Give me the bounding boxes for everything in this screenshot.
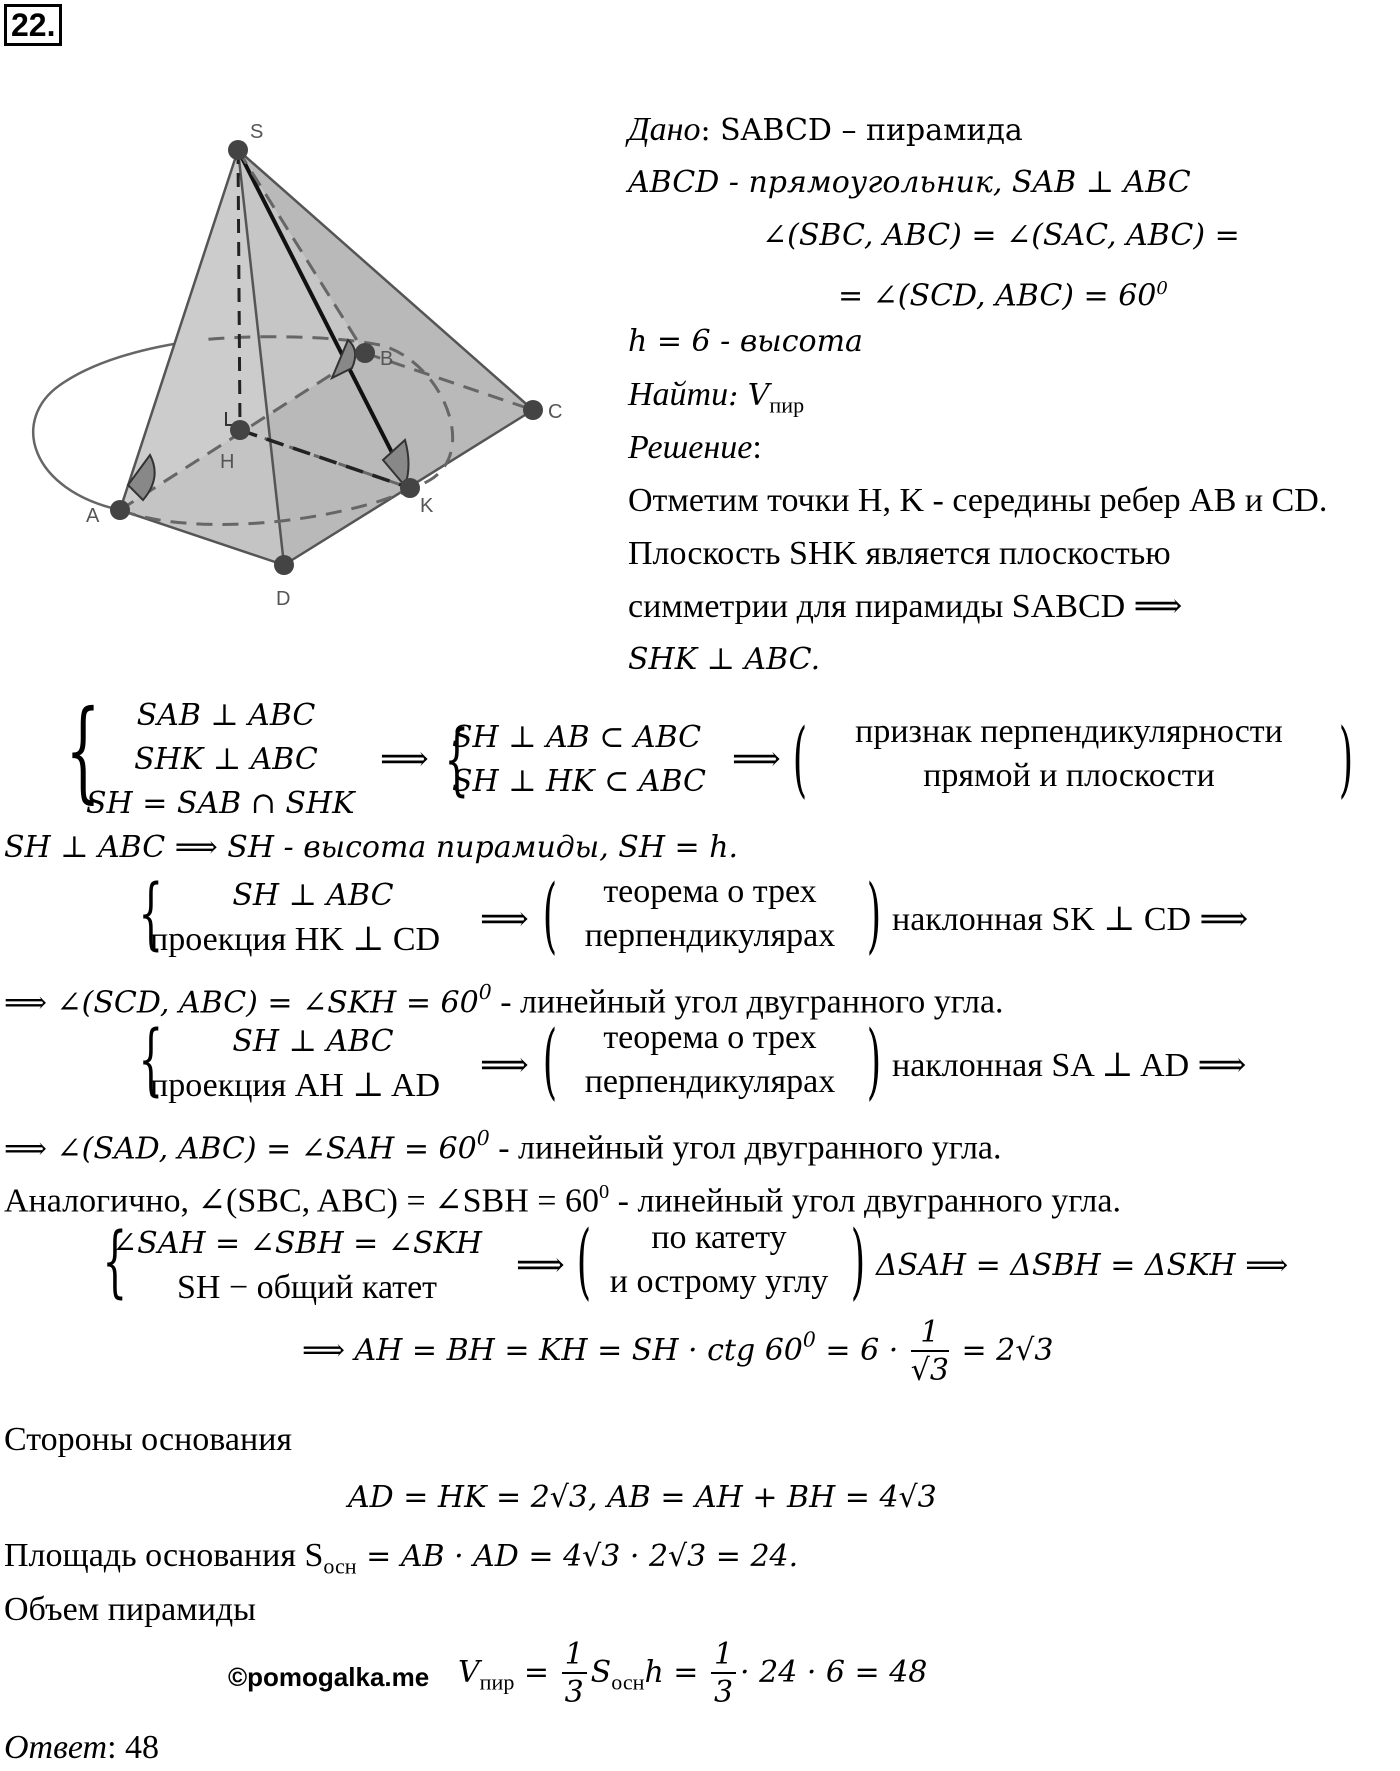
paren-close-3: )	[866, 1014, 882, 1109]
sides-title: Стороны основания	[4, 1421, 293, 1458]
sys2-e: наклонная SK ⊥ CD ⟹	[892, 901, 1249, 938]
given-line-5: h = 6 - высота	[628, 324, 863, 359]
label-s: S	[250, 121, 264, 143]
sys3-b: проекция AH ⊥ AD	[150, 1067, 441, 1104]
sys1-arrow: ⟹	[380, 741, 429, 778]
solution-line-4: SHK ⊥ ABC.	[628, 642, 821, 677]
sys1-c: SH = SAB ∩ SHK	[86, 786, 355, 821]
problem-number: 22.	[4, 4, 62, 46]
sys4-c: по катету	[651, 1219, 787, 1256]
volume-title: Объем пирамиды	[4, 1591, 257, 1628]
fraction-1-3-b: $\frac{1}{3}$	[711, 1640, 736, 1708]
label-b: B	[380, 348, 394, 370]
find-line: Найти: $V_{пир}$	[628, 376, 805, 418]
given-line-2: ABCD - прямоугольник, SAB ⊥ ABC	[628, 165, 1191, 200]
label-h: H	[220, 451, 235, 473]
brace-5: {	[102, 1217, 128, 1307]
label-d: D	[276, 588, 291, 610]
label-k: K	[420, 495, 434, 517]
paren-close-2: )	[866, 868, 882, 963]
sys3-d: перпендикулярах	[584, 1063, 836, 1100]
line-ah: ⟹ AH = BH = KH = SH · ctg $60^0 = 6$ · $\frac{1}{√3}$ = 2√3	[302, 1315, 1054, 1388]
line-sbh: Аналогично, ∠(SBC, ABC) = ∠SBH = $60^0$ - линейный угол двугранного угла.	[4, 1181, 1121, 1220]
sys4-a: ∠SAH = ∠SBH = ∠SKH	[112, 1226, 483, 1261]
sys3-c: теорема о трех	[603, 1019, 817, 1056]
solution-line-1: Отметим точки H, K - середины ребер AB и CD.	[628, 482, 1328, 519]
sys4-d: и острому углу	[609, 1263, 829, 1300]
sys4-b: SH − общий катет	[176, 1269, 438, 1306]
area-line: Площадь основания $S_{осн}$ = AB · AD = 4√3 · 2√3 = 24.	[4, 1537, 799, 1579]
given-line-4: = ∠(SCD, $ABC) = 60^0$	[838, 278, 1168, 314]
sides-formula: AD = HK = 2√3, AB = AH + BH = 4√3	[348, 1480, 937, 1515]
sys1-b: SHK ⊥ ABC	[134, 742, 318, 777]
sys4-e: ΔSAH = ΔSBH = ΔSKH ⟹	[876, 1248, 1289, 1283]
sys2-b: проекция HK ⊥ CD	[150, 921, 441, 958]
fraction-1-sqrt3: $\frac{1}{√3}$	[910, 1315, 949, 1388]
brace-2: {	[444, 715, 470, 805]
paren-close-4: )	[850, 1214, 866, 1309]
sys2-c: теорема о трех	[603, 873, 817, 910]
volume-formula: $V_{пир}$ = $\frac{1}{3}$ $S_{осн}h$ = $\frac{1}{3}$ · 24 · 6 = 48	[458, 1637, 928, 1710]
sys1-d: SH ⊥ AB ⊂ ABC	[452, 720, 702, 755]
sys1-f: признак перпендикулярности	[855, 713, 1283, 750]
solution-label: Решение:	[628, 429, 762, 466]
line-sh: SH ⊥ ABC ⟹ SH - высота пирамиды, SH = h.	[4, 830, 739, 865]
paren-open-1: (	[792, 712, 808, 807]
label-a: A	[86, 505, 100, 527]
watermark: ©pomogalka.me	[228, 1662, 430, 1692]
solution-line-2: Плоскость SHK является плоскостью	[628, 535, 1171, 572]
sys1-a: SAB ⊥ ABC	[136, 698, 316, 733]
sys1-g: прямой и плоскости	[923, 757, 1215, 794]
sys1-e: SH ⊥ HK ⊂ ABC	[452, 764, 707, 799]
paren-open-3: (	[542, 1014, 558, 1109]
pyramid-figure	[0, 100, 580, 660]
line-skh: ⟹ ∠(SCD, ABC) = ∠SKH = $60^0$ - линейный угол двугранного угла.	[4, 980, 1004, 1021]
sys2-a: SH ⊥ ABC	[232, 878, 394, 913]
answer-line: Ответ: 48	[4, 1729, 160, 1766]
sys2-arrow: ⟹	[480, 901, 529, 938]
line-sah: ⟹ ∠(SAD, ABC) = ∠SAH = $60^0$ - линейный угол двугранного угла.	[4, 1126, 1002, 1167]
label-c: C	[548, 401, 563, 423]
sys1-arrow2: ⟹	[732, 741, 781, 778]
given-line-1: Дано: SABCD – пирамида	[628, 111, 1023, 148]
sys2-d: перпендикулярах	[584, 917, 836, 954]
sys3-arrow: ⟹	[480, 1047, 529, 1084]
fraction-1-3-a: $\frac{1}{3}$	[562, 1640, 587, 1708]
paren-close-1: )	[1338, 712, 1354, 807]
sys3-e: наклонная SA ⊥ AD ⟹	[892, 1047, 1247, 1084]
solution-line-3: симметрии для пирамиды SABCD ⟹	[628, 588, 1183, 625]
sys4-arrow: ⟹	[516, 1247, 565, 1284]
paren-open-4: (	[576, 1214, 592, 1309]
given-line-3: ∠(SBC, ABC) = ∠(SAC, ABC) =	[762, 218, 1240, 253]
sys3-a: SH ⊥ ABC	[232, 1024, 394, 1059]
brace-3: {	[138, 869, 164, 959]
brace-1: {	[65, 686, 101, 814]
brace-4: {	[138, 1015, 164, 1105]
paren-open-2: (	[542, 868, 558, 963]
